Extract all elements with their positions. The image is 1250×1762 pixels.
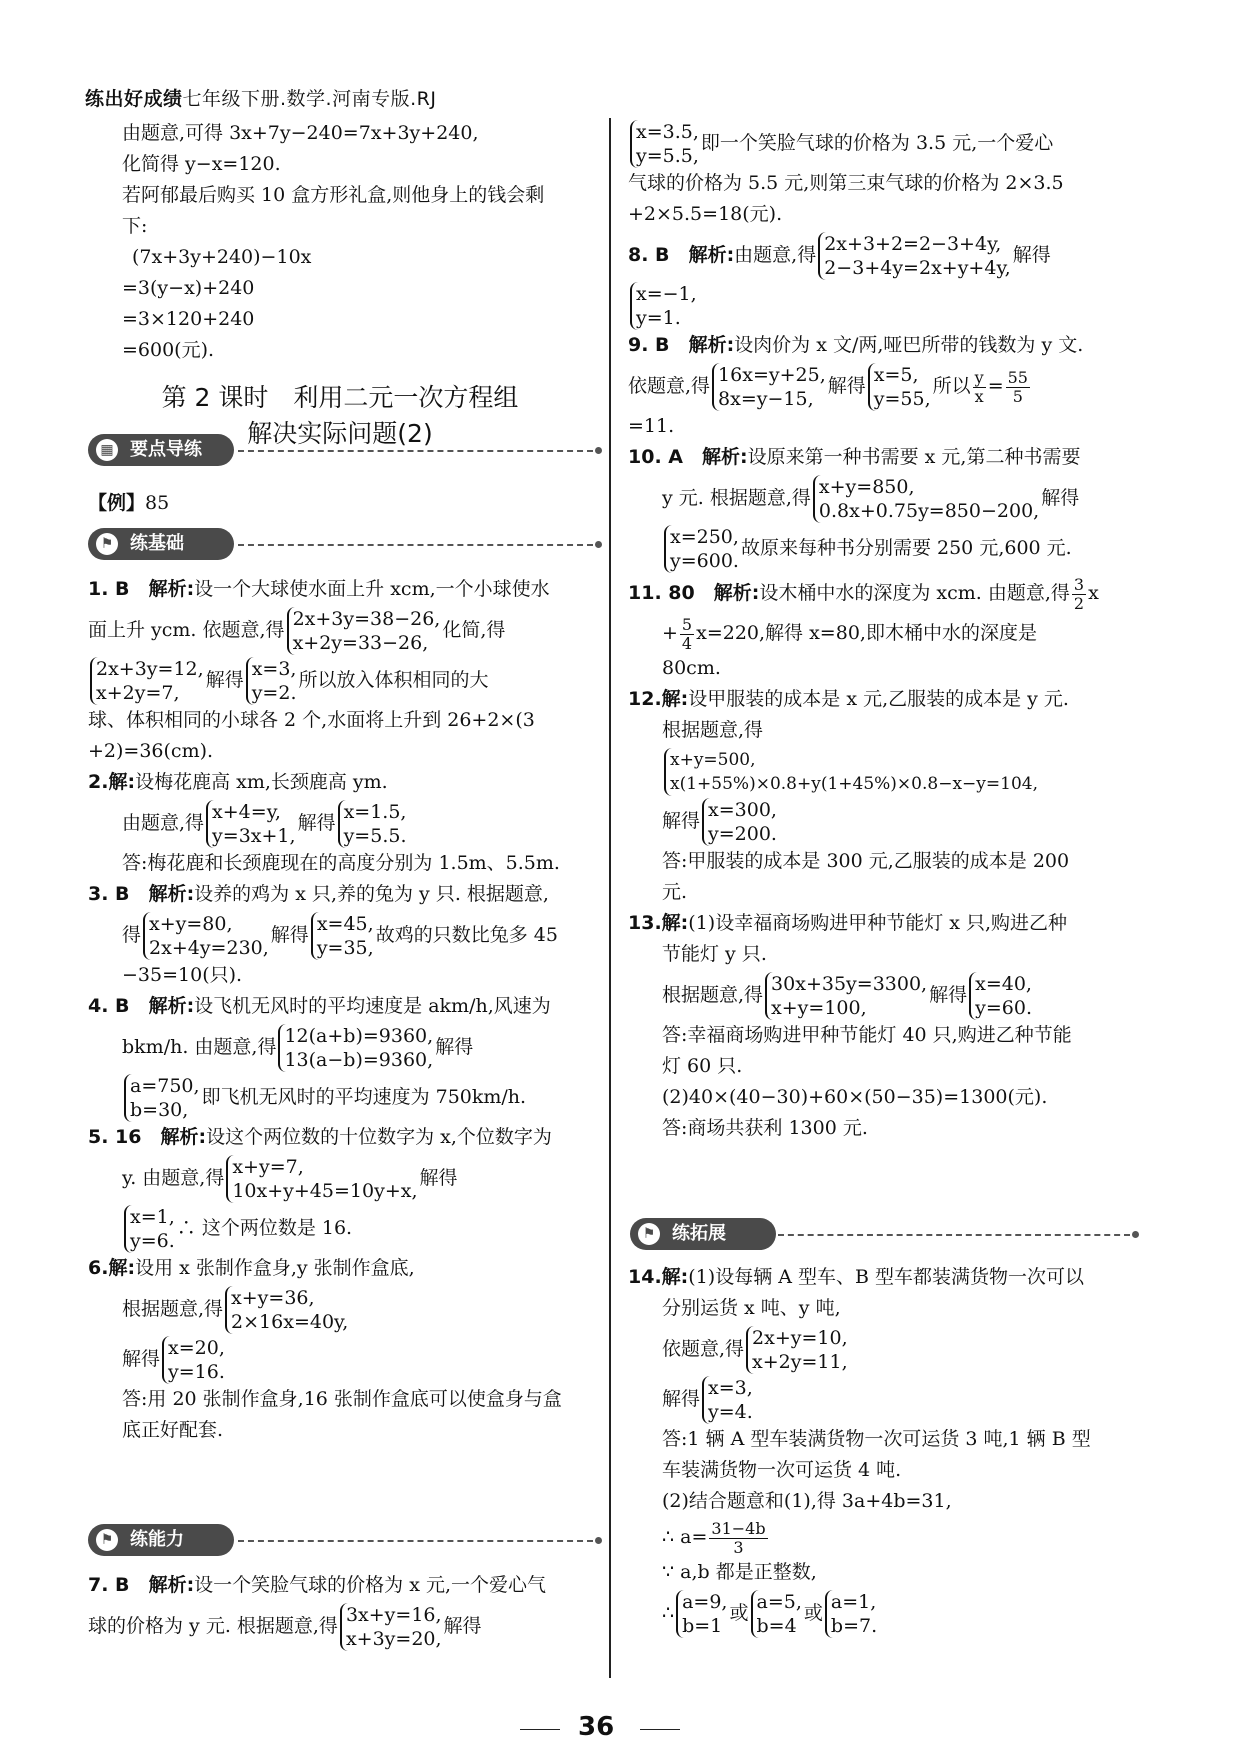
section-rule	[778, 1234, 1130, 1236]
equation-system: x=20, y=16.	[162, 1336, 225, 1384]
fraction: $\frac{55}{5}$	[1007, 367, 1028, 406]
q13-line3: 根据题意,得 30x+35y=3300, x+y=100, 解得 x=40, y=60.	[662, 973, 1032, 1019]
example-line	[88, 488, 169, 515]
equation-system: x+y=500, x(1+55%)×0.8+y(1+45%)×0.8−x−y=104,	[664, 748, 1038, 796]
q13-line5: 答:商场共获利 1300 元.	[662, 1117, 868, 1139]
text-line: 化简得 y−x=120.	[122, 153, 281, 175]
equation-system: 12(a+b)=9360, 13(a−b)=9360,	[278, 1024, 433, 1072]
q6-answer1: 答:用 20 张制作盒身,16 张制作盒底可以使盒身与盒	[122, 1388, 562, 1410]
running-header	[85, 84, 436, 111]
runner-icon: ⚑	[96, 533, 118, 555]
left-column	[88, 118, 608, 366]
q1-number: 1. B	[88, 578, 130, 600]
q3-line1: 3. B 解析:设养的鸡为 x 只,养的兔为 y 只. 根据题意,	[88, 883, 549, 905]
example-value: 85	[145, 492, 170, 514]
q5-line3: x=1, y=6. ∴ 这个两位数是 16.	[88, 1203, 608, 1253]
q12-answer2: 元.	[662, 881, 688, 903]
q2-answer: 答:梅花鹿和长颈鹿现在的高度分别为 1.5m、5.5m.	[122, 852, 560, 874]
q4-line2: bkm/h. 由题意,得 12(a+b)=9360, 13(a−b)=9360, 解得	[122, 1025, 474, 1071]
q10-line2: y 元. 根据题意,得 x+y=850, 0.8x+0.75y=850−200, 解得	[662, 476, 1080, 522]
text-line: =3(y−x)+240	[122, 277, 255, 299]
q4-line3: a=750, b=30, 即飞机无风时的平均速度为 750km/h.	[88, 1072, 608, 1122]
q13-answer1: 答:幸福商场购进甲种节能灯 40 只,购进乙种节能	[662, 1024, 1072, 1046]
q7-line1: 7. B 解析:设一个笑脸气球的价格为 x 元,一个爱心气	[88, 1574, 547, 1596]
page-number-rule	[640, 1729, 680, 1730]
q13-line4: (2)40×(40−30)+60×(50−35)=1300(元).	[662, 1086, 1048, 1108]
text-line: =600(元).	[122, 339, 215, 361]
q11-line1: 11. 80 解析:设木桶中水的深度为 xcm. 由题意,得 $\frac{3}{2}$ x	[628, 574, 1099, 613]
q9-line1: 9. B 解析:设肉价为 x 文/两,哑巴所带的钱数为 y 文.	[628, 334, 1084, 356]
equation-system: 2x+3y=38−26, x+2y=33−26,	[287, 607, 441, 655]
q1-tag: 解析:	[148, 578, 195, 600]
q12-line1: 12.解:设甲服装的成本是 x 元,乙服装的成本是 y 元.	[628, 688, 1069, 710]
equation-system: x=45, y=35,	[311, 912, 374, 960]
runner-icon: ⚑	[638, 1223, 660, 1245]
equation-system: x=5, y=55,	[868, 363, 931, 411]
q14-line2: 分别运货 x 吨、y 吨,	[662, 1297, 841, 1319]
page-number: 36	[578, 1712, 615, 1742]
text-line: 下:	[122, 215, 148, 237]
equation-system: 2x+3+2=2−3+4y, 2−3+4y=2x+y+4y,	[818, 232, 1010, 280]
section-label: 要点导练	[130, 439, 202, 460]
q1-line2: 面上升 ycm. 依题意,得 2x+3y=38−26, x+2y=33−26, 化简,得	[88, 608, 506, 654]
q6-answer2: 底正好配套.	[122, 1419, 224, 1441]
q14-line5: (2)结合题意和(1),得 3a+4b=31,	[662, 1490, 952, 1512]
fraction: $\frac{3}{2}$	[1073, 574, 1085, 613]
q14-line6: ∴ a= $\frac{31-4b}{3}$	[662, 1518, 766, 1557]
equation-system: x=3, y=2.	[246, 657, 297, 705]
right-column	[628, 118, 1148, 1144]
q7-line4: 气球的价格为 5.5 元,则第三束气球的价格为 2×3.5	[628, 172, 1064, 194]
q4-line1: 4. B 解析:设飞机无风时的平均速度是 akm/h,风速为	[88, 995, 551, 1017]
header-rest: 七年级下册.数学.河南专版.RJ	[182, 88, 437, 110]
q14-answer2: 车装满货物一次可运货 4 吨.	[662, 1459, 902, 1481]
equation-system: x+y=80, 2x+4y=230,	[143, 912, 269, 960]
q12-line3	[628, 746, 1148, 796]
equation-system: x=3, y=4.	[702, 1376, 753, 1424]
q2-line2: 由题意,得 x+4=y, y=3x+1, 解得 x=1.5, y=5.5.	[122, 801, 407, 847]
header-bold: 练出好成绩	[85, 88, 183, 110]
q14-line1: 14.解:(1)设每辆 A 型车、B 型车都装满货物一次可以	[628, 1266, 1084, 1288]
equation-system: x=40, y=60.	[969, 972, 1032, 1020]
section-basic	[88, 528, 234, 560]
q3-line2: 得 x+y=80, 2x+4y=230, 解得 x=45, y=35, 故鸡的只数比兔多 45	[122, 913, 558, 959]
q11-line3: 80cm.	[662, 657, 721, 679]
example-label: 【例】	[88, 492, 146, 514]
equation-system: 30x+35y=3300, x+y=100,	[765, 972, 927, 1020]
q12-line4: 解得 x=300, y=200.	[662, 799, 777, 845]
q13-line2: 节能灯 y 只.	[662, 943, 767, 965]
q10-line1: 10. A 解析:设原来第一种书需要 x 元,第二种书需要	[628, 446, 1081, 468]
q1-line5: +2)=36(cm).	[88, 740, 214, 762]
q8-line1: 8. B 解析:由题意,得 2x+3+2=2−3+4y, 2−3+4y=2x+y+4y, 解得	[628, 233, 1051, 279]
q14-answer1: 答:1 辆 A 型车装满货物一次可运货 3 吨,1 辆 B 型	[662, 1428, 1091, 1450]
q7-line2: 球的价格为 y 元. 根据题意,得 3x+y=16, x+3y=20, 解得	[88, 1604, 482, 1650]
q7-line3: x=3.5, y=5.5, 即一个笑脸气球的价格为 3.5 元,一个爱心	[628, 118, 1148, 168]
text-line: =3×120+240	[122, 308, 255, 330]
q6-line1: 6.解:设用 x 张制作盒身,y 张制作盒底,	[88, 1257, 415, 1279]
left-answers	[88, 574, 608, 1446]
equation-system: x+y=36, 2×16x=40y,	[225, 1286, 348, 1334]
equation-system: x=1.5, y=5.5.	[338, 800, 407, 848]
lesson-title-line2: 解决实际问题(2)	[247, 419, 433, 448]
q14-line4: 解得 x=3, y=4.	[662, 1377, 753, 1423]
section-key-points	[88, 434, 234, 466]
section-ability	[88, 1524, 234, 1556]
fraction: $\frac{y}{x}$	[974, 367, 984, 406]
section-label: 练基础	[130, 533, 184, 554]
section-rule	[238, 1540, 593, 1542]
equation-system: a=750, b=30,	[124, 1074, 200, 1122]
q3-line3: −35=10(只).	[122, 964, 243, 986]
fraction: $\frac{5}{4}$	[681, 614, 693, 653]
runner-icon: ⚑	[96, 1529, 118, 1551]
q7-line5: +2×5.5=18(元).	[628, 203, 783, 225]
page-number-rule	[520, 1729, 560, 1730]
fraction: $\frac{31-4b}{3}$	[711, 1518, 766, 1557]
q5-line2: y. 由题意,得 x+y=7, 10x+y+45=10y+x, 解得	[122, 1156, 458, 1202]
q6-line3: 解得 x=20, y=16.	[122, 1337, 225, 1383]
q12-answer1: 答:甲服装的成本是 300 元,乙服装的成本是 200	[662, 850, 1070, 872]
q13-answer2: 灯 60 只.	[662, 1055, 743, 1077]
equation-system: x=300, y=200.	[702, 798, 777, 846]
section-rule	[238, 544, 593, 546]
q5-line1: 5. 16 解析:设这个两位数的十位数字为 x,个位数字为	[88, 1126, 552, 1148]
grid-icon: ▦	[96, 439, 118, 461]
section-label: 练拓展	[672, 1223, 726, 1244]
equation-system: x=250, y=600.	[664, 525, 739, 573]
equation-system: 3x+y=16, x+3y=20,	[340, 1603, 442, 1651]
q1-line1: 1. B 解析:设一个大球使水面上升 xcm,一个小球使水	[88, 578, 550, 600]
rule-dot	[595, 541, 602, 548]
equation-system: a=9, b=1	[676, 1590, 727, 1638]
equation-system: 16x=y+25, 8x=y−15,	[712, 363, 826, 411]
rule-dot	[1132, 1231, 1139, 1238]
rule-dot	[595, 1537, 602, 1544]
q1-line4: 球、体积相同的小球各 2 个,水面将上升到 26+2×(3	[88, 709, 535, 731]
equation-system: x=3.5, y=5.5,	[630, 120, 699, 168]
equation-system: x+y=850, 0.8x+0.75y=850−200,	[813, 475, 1039, 523]
equation-system: a=5, b=4	[751, 1590, 802, 1638]
q13-line1: 13.解:(1)设幸福商场购进甲种节能灯 x 只,购进乙种	[628, 912, 1068, 934]
rule-dot	[595, 447, 602, 454]
column-divider	[609, 118, 611, 1678]
q1-line3: 2x+3y=12, x+2y=7, 解得 x=3, y=2. 所以放入体积相同的大	[88, 655, 608, 705]
left-q7	[88, 1570, 608, 1651]
text-line: 若阿郁最后购买 10 盒方形礼盒,则他身上的钱会剩	[122, 184, 545, 206]
q6-line2: 根据题意,得 x+y=36, 2×16x=40y,	[122, 1287, 349, 1333]
q9-line3: =11.	[628, 415, 675, 437]
text-line: (7x+3y+240)−10x	[132, 246, 312, 268]
q14-line7: ∵ a,b 都是正整数,	[662, 1561, 817, 1583]
q12-line2: 根据题意,得	[662, 719, 764, 741]
equation-system: x=−1, y=1.	[630, 282, 697, 330]
right-q14	[628, 1262, 1148, 1638]
equation-system: x=1, y=6.	[124, 1205, 175, 1253]
q14-line8: ∴ a=9, b=1 或 a=5, b=4 或 a=1, b=7.	[662, 1591, 878, 1637]
q14-line3: 依题意,得 2x+y=10, x+2y=11,	[662, 1327, 848, 1373]
q10-line3: x=250, y=600. 故原来每种书分别需要 250 元,600 元.	[628, 523, 1148, 573]
section-rule	[238, 450, 593, 452]
q11-line2: + $\frac{5}{4}$ x=220,解得 x=80,即木桶中水的深度是	[662, 614, 1037, 653]
lesson-title-line1: 第 2 课时 利用二元一次方程组	[161, 383, 519, 412]
q2-line1: 2.解:设梅花鹿高 xm,长颈鹿高 ym.	[88, 771, 388, 793]
equation-system: x+4=y, y=3x+1,	[206, 800, 296, 848]
equation-system: a=1, b=7.	[825, 1590, 877, 1638]
equation-system: 2x+y=10, x+2y=11,	[746, 1326, 848, 1374]
text-line: 由题意,可得 3x+7y−240=7x+3y+240,	[122, 122, 479, 144]
q9-line2: 依题意,得 16x=y+25, 8x=y−15, 解得 x=5, y=55, 所以 $\frac{y}{x}$ = $\frac{55}{5}$	[628, 364, 1028, 410]
section-label: 练能力	[130, 1529, 184, 1550]
equation-system: x+y=7, 10x+y+45=10y+x,	[226, 1155, 417, 1203]
q8-line2	[628, 280, 1148, 330]
equation-system: 2x+3y=12, x+2y=7,	[90, 657, 204, 705]
section-extension	[630, 1218, 776, 1250]
